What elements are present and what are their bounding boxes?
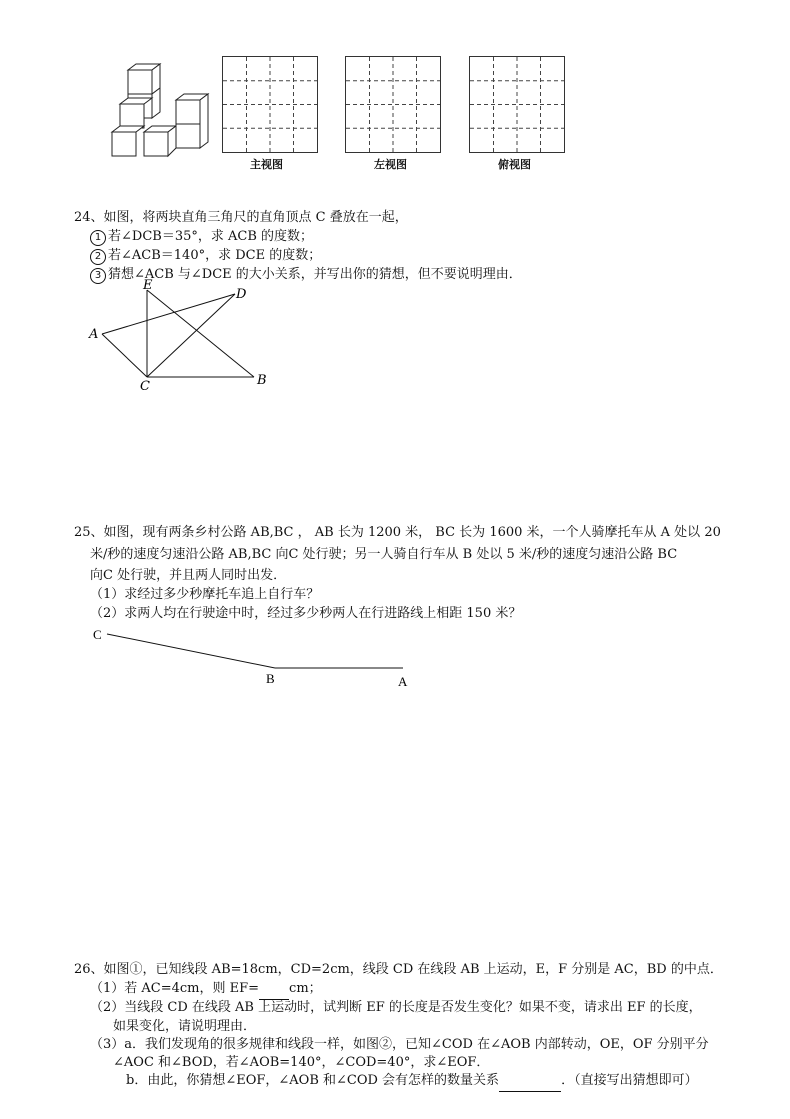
item-text: 若∠DCB＝35°，求 ACB 的度数；	[108, 229, 314, 244]
label-B: B	[266, 671, 275, 686]
front-view-caption: 主视图	[250, 158, 283, 171]
q25-line-2: 米/秒的速度匀速沿公路 AB,BC 向C 处行驶；另一人骑自行车从 B 处以 5 米/秒的速度匀速沿公路 BC	[90, 547, 678, 562]
sub3c-tail: ．（直接写出猜想即可）	[561, 1073, 698, 1088]
cube-stack-figure	[100, 60, 215, 170]
label-C: C	[93, 627, 102, 642]
item-text: 若∠ACB＝140°，求 DCE 的度数；	[108, 248, 322, 263]
label-C: C	[140, 379, 150, 394]
front-view-grid	[222, 56, 318, 153]
q25-road-figure	[85, 622, 425, 692]
item-number: 2	[90, 249, 106, 265]
q24-stem: 24、如图，将两块直角三角尺的直角顶点 C 叠放在一起，	[74, 210, 408, 225]
q24-item-2	[90, 246, 321, 266]
q26-sub-3a: （3）a．我们发现角的很多规律和线段一样，如图②，已知∠COD 在∠AOB 内部转动，OE，OF 分别平分	[90, 1037, 709, 1052]
q24-item-1	[90, 227, 313, 247]
answer-blank[interactable]	[259, 979, 289, 1000]
q25-line-3: 向C 处行驶，并且两人同时出发．	[90, 568, 287, 583]
left-view-grid	[345, 56, 441, 153]
item-number: 1	[90, 230, 106, 246]
top-view-caption: 俯视图	[498, 158, 531, 171]
q24-triangle-figure	[80, 276, 280, 396]
q26-line-1: 26、如图①，已知线段 AB=18cm，CD=2cm，线段 CD 在线段 AB 上运动，E，F 分别是 AC，BD 的中点．	[74, 962, 723, 977]
item-number: 3	[90, 268, 106, 284]
label-A: A	[398, 674, 408, 689]
sub1-text: （1）若 AC=4cm，则 EF=	[90, 981, 260, 996]
q26-sub-2a: （2）当线段 CD 在线段 AB 上运动时，试判断 EF 的长度是否发生变化？如果不变，请求出 EF 的长度，	[90, 1000, 702, 1015]
q26-sub-3c	[126, 1071, 698, 1092]
q25-sub-1: （1）求经过多少秒摩托车追上自行车？	[90, 587, 320, 602]
q26-sub-2b: 如果变化，请说明理由．	[113, 1019, 257, 1034]
q26-sub-1	[90, 979, 322, 1000]
label-B: B	[257, 373, 267, 388]
answer-blank[interactable]	[499, 1071, 561, 1092]
label-E: E	[143, 278, 153, 293]
q25-sub-2: （2）求两人均在行驶途中时，经过多少秒两人在行进路线上相距 150 米？	[90, 606, 522, 621]
q26-sub-3b: ∠AOC 和∠BOD，若∠AOB=140°，∠COD=40°，求∠EOF．	[113, 1055, 490, 1070]
top-view-grid	[469, 56, 565, 153]
left-view-caption: 左视图	[374, 158, 407, 171]
item-text: 猜想∠ACB 与∠DCE 的大小关系，并写出你的猜想，但不要说明理由．	[108, 267, 522, 282]
sub3c-text: b．由此，你猜想∠EOF，∠AOB 和∠COD 会有怎样的数量关系	[126, 1073, 500, 1088]
label-A: A	[89, 327, 99, 342]
label-D: D	[236, 287, 247, 302]
q25-line-1: 25、如图，现有两条乡村公路 AB,BC ， AB 长为 1200 米， BC 长为 1600 米，一个人骑摩托车从 A 处以 20	[74, 525, 721, 540]
sub1-unit: cm；	[289, 981, 322, 996]
